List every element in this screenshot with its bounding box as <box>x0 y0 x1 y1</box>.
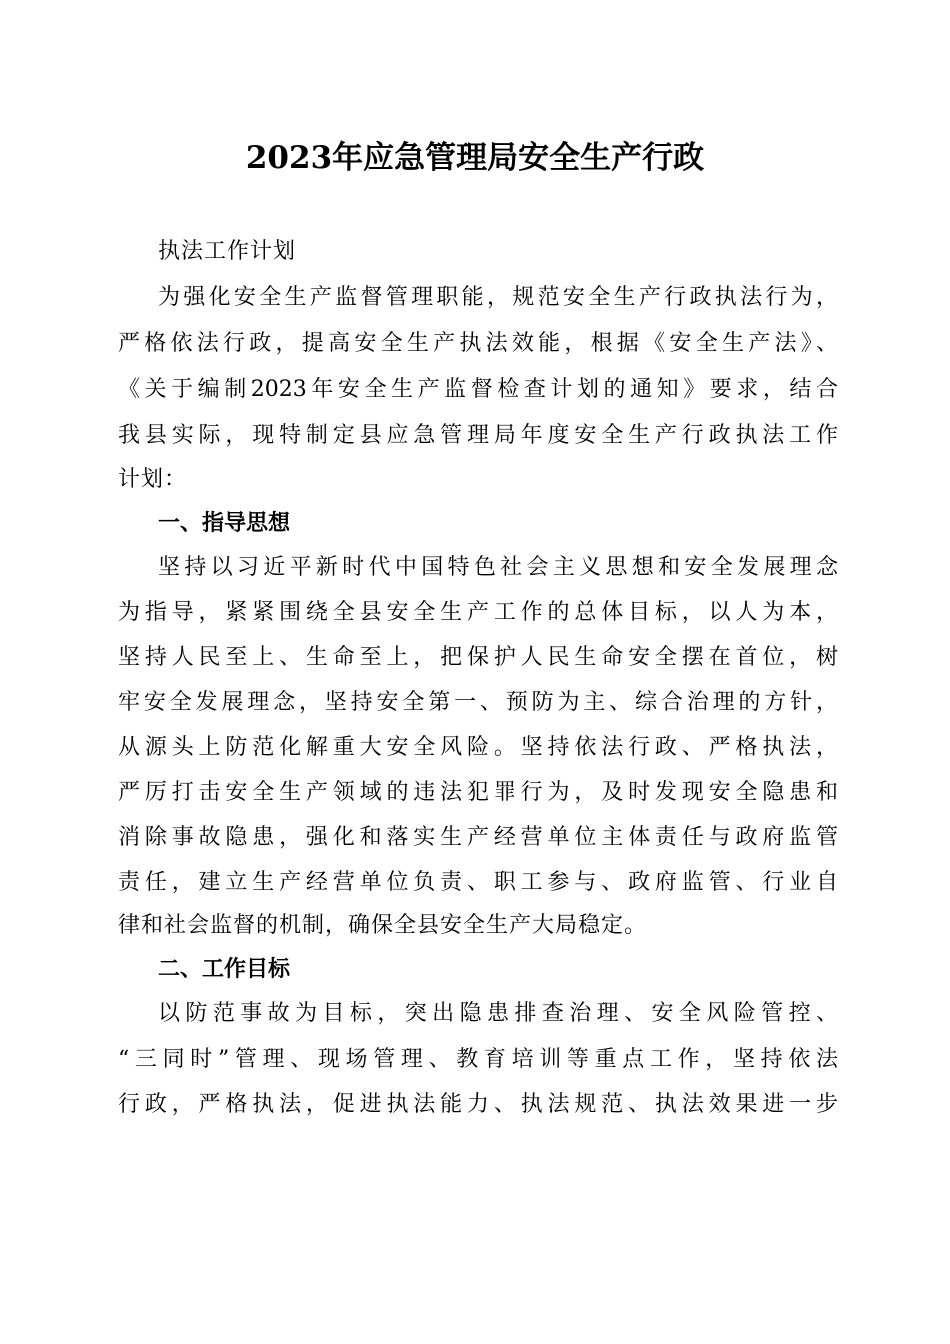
document-title: 2023年应急管理局安全生产行政 <box>245 140 705 176</box>
section1-line: 坚持人民至上、生命至上，把保护人民生命安全摆在首位，树 <box>118 645 838 670</box>
intro-line: 为强化安全生产监督管理职能，规范安全生产行政执法行为， <box>158 285 838 310</box>
section1-line: 坚持以习近平新时代中国特色社会主义思想和安全发展理念 <box>158 555 838 580</box>
section-heading-guiding-thought: 一、指导思想 <box>158 511 291 536</box>
section2-line: 行政，严格执法，促进执法能力、执法规范、执法效果进一步 <box>118 1092 838 1117</box>
section1-line: 消除事故隐患，强化和落实生产经营单位主体责任与政府监管 <box>118 825 838 850</box>
intro-line: 计划： <box>118 467 188 492</box>
section1-line: 牢安全发展理念，坚持安全第一、预防为主、综合治理的方针， <box>118 690 838 715</box>
intro-line: 我县实际，现特制定县应急管理局年度安全生产行政执法工作 <box>118 423 838 448</box>
section1-line: 严厉打击安全生产领域的违法犯罪行为，及时发现安全隐患和 <box>118 780 838 805</box>
section1-line: 从源头上防范化解重大安全风险。坚持依法行政、严格执法， <box>118 735 838 760</box>
section1-line: 责任，建立生产经营单位负责、职工参与、政府监管、行业自 <box>118 870 838 895</box>
section1-line: 律和社会监督的机制，确保全县安全生产大局稳定。 <box>118 913 648 938</box>
section2-line: “三同时”管理、现场管理、教育培训等重点工作，坚持依法 <box>118 1047 838 1072</box>
intro-line: 《关于编制2023年安全生产监督检查计划的通知》要求，结合 <box>118 377 838 402</box>
intro-line: 严格依法行政，提高安全生产执法效能，根据《安全生产法》、 <box>118 331 838 356</box>
section-heading-work-goals: 二、工作目标 <box>158 957 291 982</box>
section2-line: 以防范事故为目标，突出隐患排查治理、安全风险管控、 <box>158 1001 838 1026</box>
section1-line: 为指导，紧紧围绕全县安全生产工作的总体目标，以人为本， <box>118 600 838 625</box>
title-continuation: 执法工作计划 <box>158 239 297 264</box>
